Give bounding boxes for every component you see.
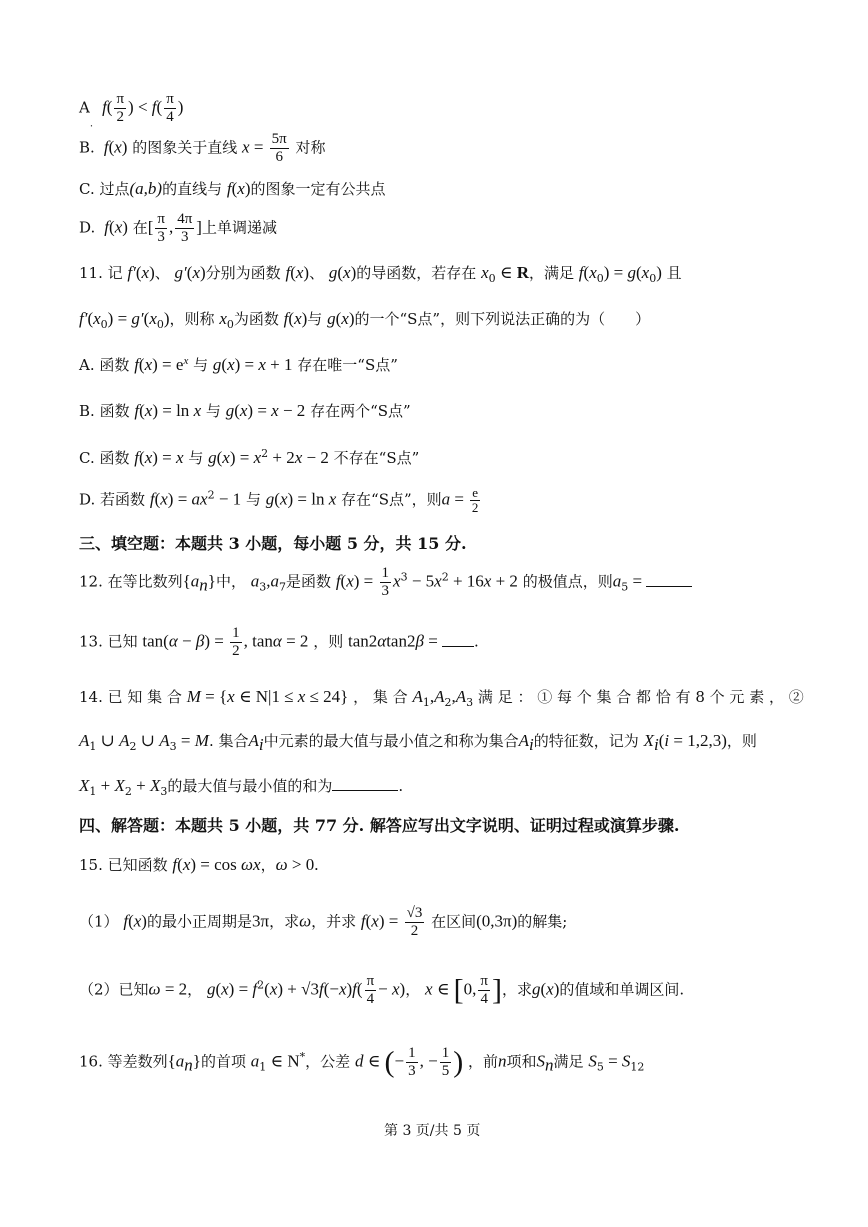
section-3-heading: 三、填空题：本题共 3 小题，每小题 5 分，共 15 分. [79,534,467,553]
q10-option-b: B. f(x) 的图象关于直线 x = $\frac{5\pi}{6}$ 对称 [79,131,326,165]
q11-option-d: D. 若函数 $f(x) = ax^2 - 1$ 与 g(x) = ln x 存在“S点”，则a = $\frac{e}{2}$ [79,485,479,515]
q11-option-c: C. 函数 f(x) = x 与 $g(x) = x^2 + 2x - 2$ 不存在“S点” [79,447,420,467]
q11-stem-line1: 11. 记 f′(x)、 g′(x)分别为函数 f(x)、 g(x)的导函数，若存在 $x_0$ ∈ R，满足 $f(x_0) = g(x_0)$ 且 [79,263,682,285]
q10-option-a: $A_.$ f( $\frac{\pi}{2}$ ) < f( $\frac{\pi}{4}$ ) [79,91,184,130]
q12: 12. 在等比数列$\{a_n\}$中， $a_3,a_7$是函数 f(x) = $\frac{1}{3}$ $x^3 - 5x^2 + 16x + 2$ 的极值点，则$a_5$ = [79,566,692,599]
q13: 13. 已知 tan(α − β) = $\frac{1}{2}$ , tanα = 2 ，则 tan2αtan2β = . [79,625,479,659]
q14-line1: 14. 已 知 集 合 M = {x ∈ N|1 ≤ x ≤ 24} ， 集 合 $A_1,A_2,A_3$ 满 足 ： ① 每 个 集 合 都 恰 有 8 个 元 素 ， ② [79,687,804,709]
q11-stem-line2: $f'(x_0) = g'(x_0)$，则称 $x_0$为函数 f(x)与 g(x)的一个“S点”，则下列说法正确的为（ ） [79,309,651,331]
page-footer: 第 3 页/共 5 页 [384,1123,481,1139]
q10-option-d: D. f(x) 在[ $\frac{\pi}{3}$ , $\frac{4\pi}{3}$ ]上单调递减 [79,211,277,245]
q15-part1: （1） f(x)的最小正周期是3π，求ω，并求 f(x) = $\frac{√3}{2}$ 在区间(0,3π)的解集; [79,905,568,939]
q15-part2: （2）已知ω = 2， $g(x) = f^2(x) + √3f(-x)f$( $\frac{\pi}{4}$ − x)， x ∈ [0, $\frac{\pi}{4}$ ]，求g(x)的值域和单调区间. [79,973,685,1007]
q16: 16. 等差数列$\{a_n\}$的首项 $a_1$ ∈ N*，公差 d ∈ (− $\frac{1}{3}$ , − $\frac{1}{5}$ ) ，前n项和$S_n$满足 $S_5 = S_{12}$ [79,1045,645,1079]
q15-stem: 15. 已知函数 f(x) = cos ωx，ω > 0. [79,855,319,874]
q14-line2: $A_1$ ∪ $A_2$ ∪ $A_3 = M$. 集合$A_i$中元素的最大值与最小值之和称为集合$A_i$的特征数，记为 $X_i(i = 1,2,3)$，则 [79,731,757,754]
q14-line3: $X_1 + X_2 + X_3$的最大值与最小值的和为 . [79,776,404,798]
q11-option-a: A. 函数 $f(x) = e^x$ 与 g(x) = x + 1 存在唯一“S点” [79,355,398,374]
q10-option-c: C. 过点(a,b)的直线与 f(x)的图象一定有公共点 [79,179,386,198]
q11-option-b: B. 函数 f(x) = ln x 与 g(x) = x − 2 存在两个“S点” [79,401,411,420]
section-4-heading: 四、解答题：本题共 5 小题，共 77 分. 解答应写出文字说明、证明过程或演算步骤. [79,816,680,835]
